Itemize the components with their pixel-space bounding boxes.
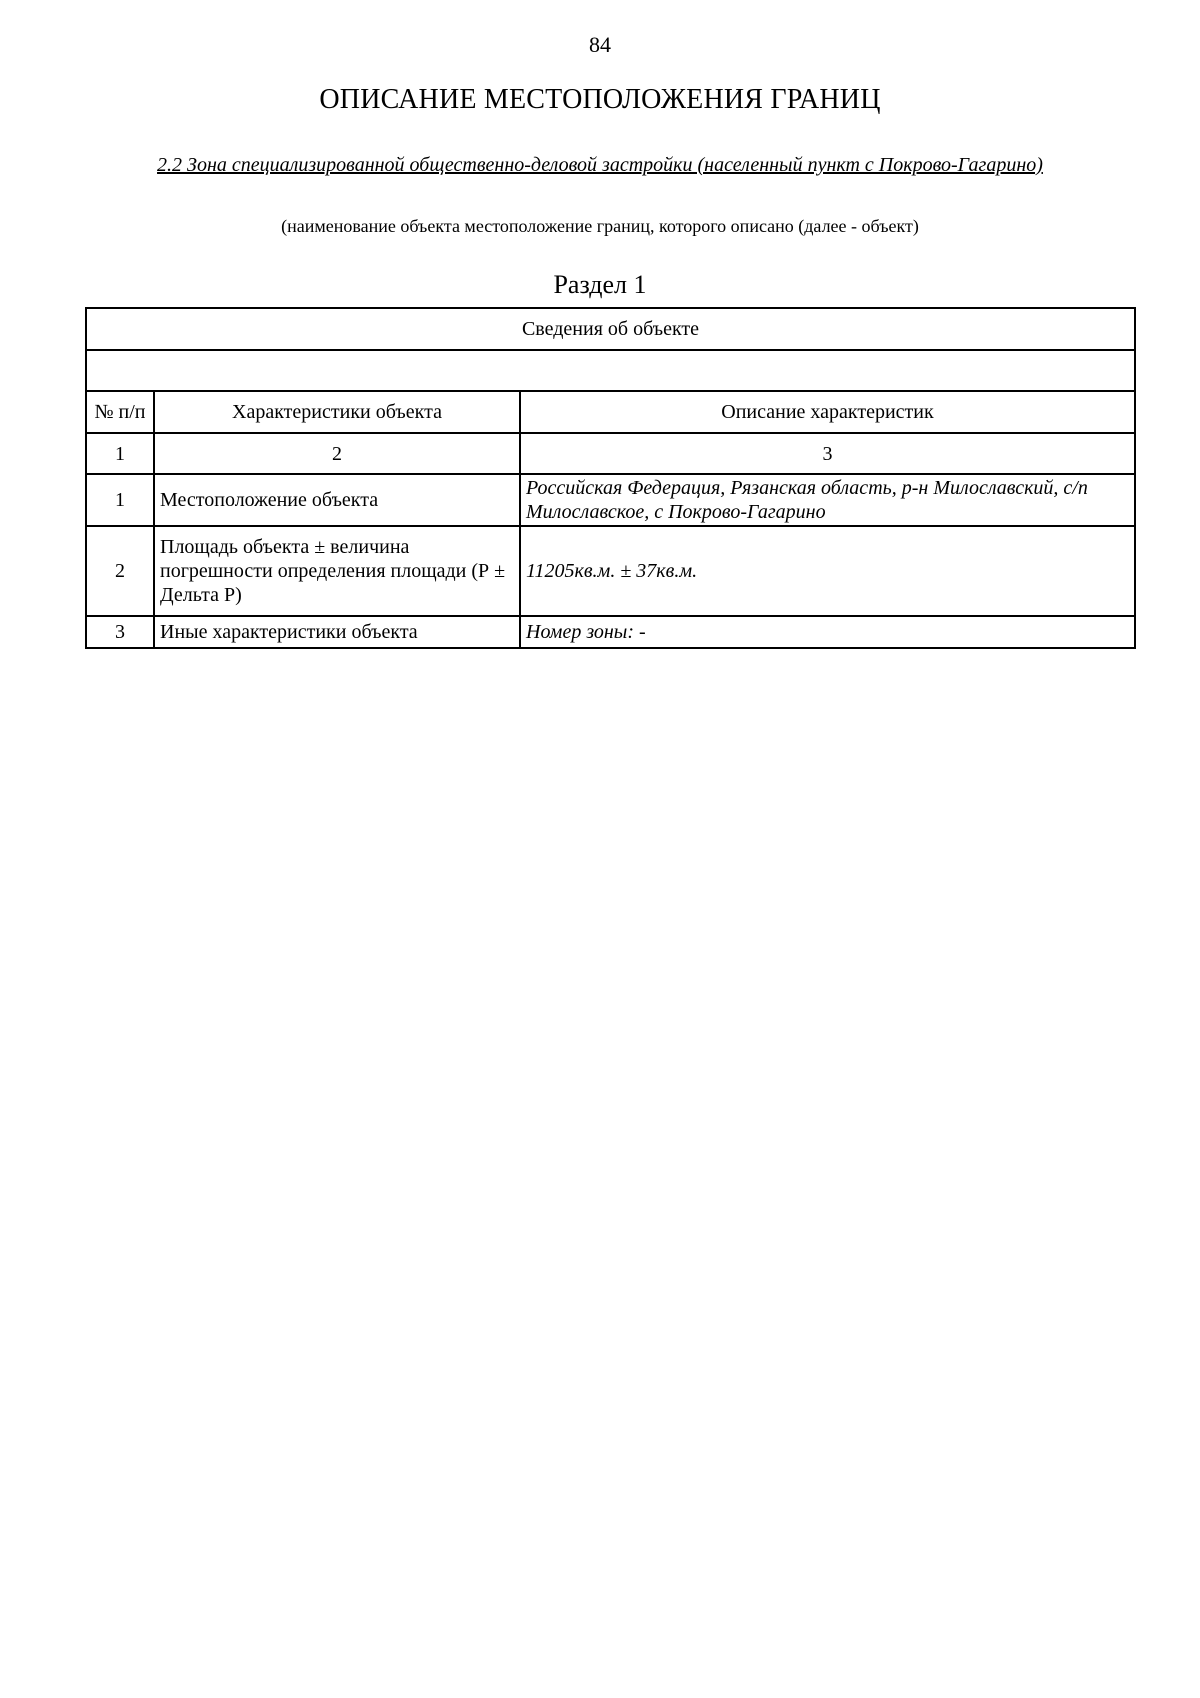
column-header-characteristic: Характеристики объекта — [154, 391, 520, 433]
row-characteristic: Иные характеристики объекта — [154, 616, 520, 648]
row-description: Российская Федерация, Рязанская область, р-н Милославский, с/п Милославское, с Покрово-Гагарино — [520, 474, 1135, 526]
column-number-2: 2 — [154, 433, 520, 474]
object-name-caption: (наименование объекта местоположение границ, которого описано (далее - объект) — [281, 216, 919, 236]
row-number: 2 — [86, 526, 154, 616]
object-info-table — [85, 307, 1136, 649]
table-row — [86, 616, 1135, 648]
table-blank-cell — [86, 350, 1135, 391]
column-header-num: № п/п — [86, 391, 154, 433]
row-description: 11205кв.м. ± 37кв.м. — [520, 526, 1135, 616]
column-header-description: Описание характеристик — [520, 391, 1135, 433]
column-number-1: 1 — [86, 433, 154, 474]
column-number-3: 3 — [520, 433, 1135, 474]
table-header-row — [86, 308, 1135, 350]
table-row — [86, 474, 1135, 526]
document-title: ОПИСАНИЕ МЕСТОПОЛОЖЕНИЯ ГРАНИЦ — [319, 84, 881, 115]
table-row — [86, 526, 1135, 616]
row-characteristic: Площадь объекта ± величина погрешности определения площади (Р ± Дельта Р) — [154, 526, 520, 616]
column-header-row — [86, 391, 1135, 433]
row-number: 3 — [86, 616, 154, 648]
table-blank-row — [86, 350, 1135, 391]
object-name: 2.2 Зона специализированной общественно-деловой застройки (населенный пункт с Покрово-Гагарино) — [157, 154, 1043, 176]
row-characteristic: Местоположение объекта — [154, 474, 520, 526]
row-number: 1 — [86, 474, 154, 526]
table-header: Сведения об объекте — [86, 308, 1135, 350]
row-description: Номер зоны: - — [520, 616, 1135, 648]
column-number-row — [86, 433, 1135, 474]
section-title: Раздел 1 — [553, 270, 647, 299]
page-number: 84 — [589, 32, 611, 57]
